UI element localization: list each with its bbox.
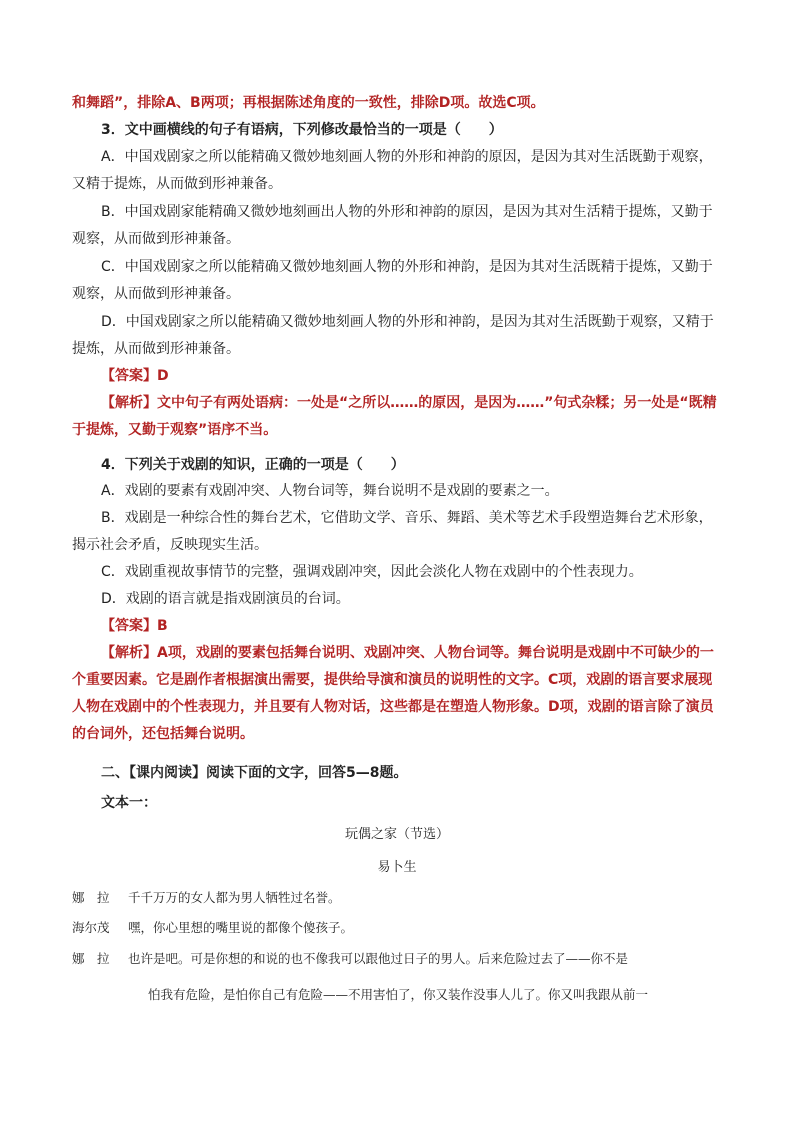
question-3-stem: 3．文中画横线的句子有语病，下列修改最恰当的一项是（ ） (101, 122, 503, 138)
question-4-option-d: D．戏剧的语言就是指戏剧演员的台词。 (101, 591, 350, 607)
dialogue-speaker: 娜 拉 (72, 890, 110, 905)
play-author: 易卜生 (377, 860, 417, 875)
question-3-analysis: 【解析】文中句子有两处语病：一处是“之所以……的原因，是因为……”句式杂糅；另一处是“既精于提炼，又勤于观察”语序不当。 (72, 395, 717, 438)
dialogue-text: 嘿，你心里想的嘴里说的都像个傻孩子。 (128, 920, 354, 935)
previous-analysis-tail: 和舞蹈”，排除A、B两项；再根据陈述角度的一致性，排除D项。故选C项。 (72, 95, 545, 111)
dialogue-text: 怕我有危险，是怕你自己有危险——不用害怕了，你又装作没事人儿了。你又叫我跟从前一 (148, 987, 649, 1002)
dialogue-line (72, 913, 724, 943)
question-3-option-a: A．中国戏剧家之所以能精确又微妙地刻画人物的外形和神韵的原因，是因为其对生活既勤于观察，又精于提炼，从而做到形神兼备。 (72, 149, 713, 192)
question-3-option-c: C．中国戏剧家之所以能精确又微妙地刻画人物的外形和神韵，是因为其对生活既精于提炼，又勤于观察，从而做到形神兼备。 (72, 259, 713, 302)
question-4-option-c: C．戏剧重视故事情节的完整，强调戏剧冲突，因此会淡化人物在戏剧中的个性表现力。 (101, 564, 643, 580)
question-4-answer: 【答案】B (101, 618, 168, 634)
dialogue-text: 千千万万的女人都为男人牺牲过名誉。 (128, 890, 341, 905)
question-4-analysis: 【解析】A项，戏剧的要素包括舞台说明、戏剧冲突、人物台词等。舞台说明是戏剧中不可缺少的一个重要因素。它是剧作者根据演出需要，提供给导演和演员的说明性的文字。C项，戏剧的语言要求展现人物在戏剧中的个性表现力，并且要有人物对话，这些都是在塑造人物形象。D项，戏剧的语言除了演员的台词外，还包括舞台说明。 (72, 645, 714, 742)
dialogue-speaker: 海尔茂 (72, 920, 110, 935)
question-4-option-a: A．戏剧的要素有戏剧冲突、人物台词等，舞台说明不是戏剧的要素之一。 (101, 483, 559, 499)
dialogue-line (72, 883, 724, 913)
question-3-option-b: B．中国戏剧家能精确又微妙地刻画出人物的外形和神韵的原因，是因为其对生活精于提炼，又勤于观察，从而做到形神兼备。 (72, 204, 713, 247)
play-title: 玩偶之家（节选） (344, 827, 449, 842)
question-3-option-d: D．中国戏剧家之所以能精确又微妙地刻画人物的外形和神韵，是因为其对生活既勤于观察，又精于提炼，从而做到形神兼备。 (72, 314, 714, 357)
question-3-answer: 【答案】D (101, 368, 169, 384)
dialogue-line (72, 944, 724, 974)
dialogue-text: 也许是吧。可是你想的和说的也不像我可以跟他过日子的男人。后来危险过去了——你不是 (128, 951, 629, 966)
dialogue-speaker: 娜 拉 (72, 951, 110, 966)
section-2-title: 二、【课内阅读】阅读下面的文字，回答5—8题。 (101, 765, 408, 781)
dialogue-continuation (72, 980, 724, 1010)
question-4-stem: 4．下列关于戏剧的知识，正确的一项是（ ） (101, 457, 405, 473)
question-4-option-b: B．戏剧是一种综合性的舞台艺术，它借助文学、音乐、舞蹈、美术等艺术手段塑造舞台艺术形象，揭示社会矛盾，反映现实生活。 (72, 510, 713, 553)
text-one-label: 文本一： (101, 795, 157, 811)
